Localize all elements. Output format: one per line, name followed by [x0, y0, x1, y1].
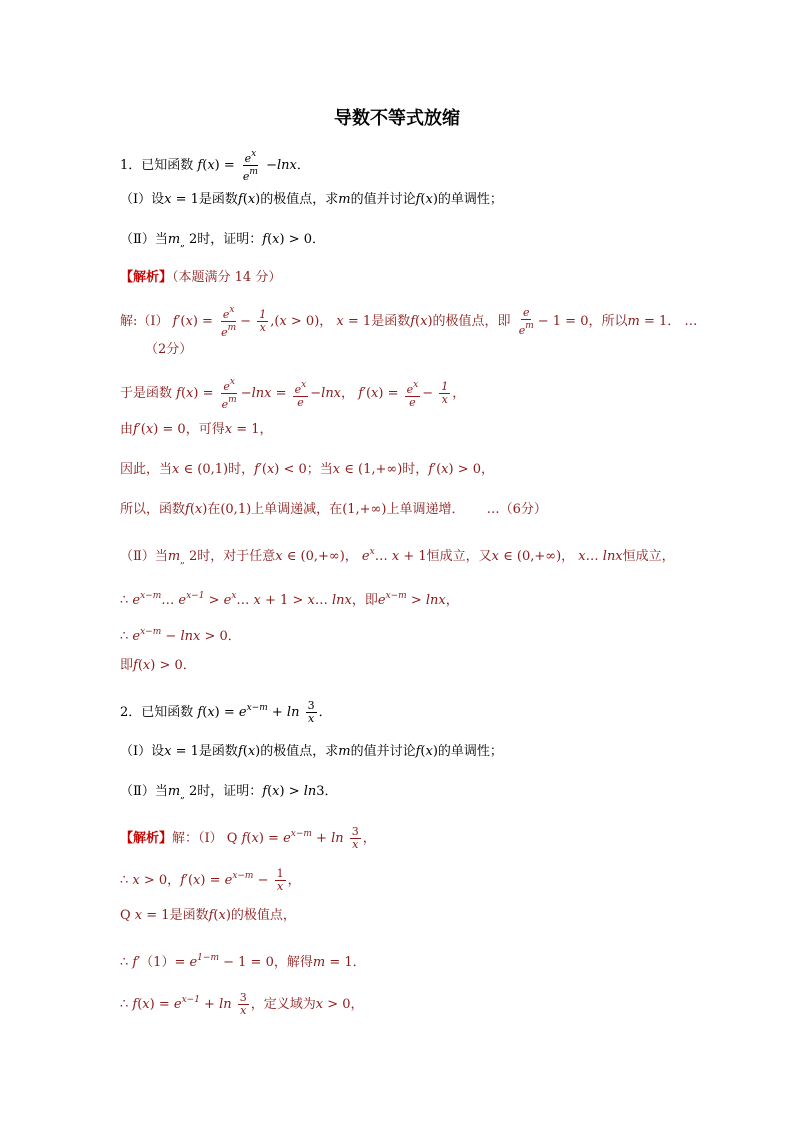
- q2-analysis-line-1: 【解析】解：（Ⅰ） Q $f(x) = e^{x-m} + \ln$ $\frac{3}{x}$ ，: [120, 825, 376, 851]
- page-title: 导数不等式放缩: [334, 108, 460, 129]
- q1-solution-line-9: 即f(x) > 0．: [120, 658, 196, 673]
- q1-solution-line-5: 所以，函数f(x)在(0,1)上单调递减，在(1,+∞)上单调递增． …（6分）: [120, 502, 547, 517]
- q1-solution-line-3: 由f′(x) = 0，可得x = 1，: [120, 422, 273, 437]
- q1-part2: （Ⅱ）当$m_„$ 2时，证明：f(x) > 0．: [120, 232, 326, 249]
- q2-analysis-line-4: ∴ $f'(1)= e^{1-m} - 1 = 0$，解得m = 1．: [120, 953, 366, 970]
- q2-analysis-line-2: ∴ x > 0，$f'(x) = e^{x-m}$ − $\frac{1}{x}$ ，: [120, 867, 301, 893]
- q2-part1: （Ⅰ）设x = 1是函数f(x)的极值点，求m的值并讨论f(x)的单调性；: [120, 744, 503, 759]
- q1-solution-line-6: （Ⅱ）当$m_„$ 2时，对于任意x ∈ (0,+∞)， $e^x\dots$ x + 1恒成立，又x ∈ (0,+∞)， x… lnx恒成立，: [120, 547, 675, 566]
- q1-solution-line-4: 因此，当x ∈ (0,1)时，f′(x) < 0；当x ∈ (1,+∞)时，f′(x) > 0，: [120, 462, 495, 477]
- q1-score-1: （2分）: [145, 342, 193, 357]
- q2-analysis-line-3: Q x = 1是函数f(x)的极值点，: [120, 908, 296, 923]
- q2-stem: 2．已知函数 $f(x) = e^{x-m} + \ln$ $\frac{3}{x}$ ．: [120, 699, 332, 725]
- q1-solution-line-8: ∴ $e^{x-m} - \ln x > 0$．: [120, 627, 241, 644]
- q1-solution-line-1: 解:（Ⅰ） f′(x) = $\frac{e^x}{e^m}$ − $\frac{1}{x}$ ,(x > 0)， x = 1是函数f(x)的极值点，即 $\frac{e}{e^m}$ − 1 = 0，所以m = 1． …: [120, 305, 698, 339]
- q1-analysis-header: 【解析】（本题满分 14 分）: [120, 270, 282, 285]
- q1-stem: 1．已知函数 f(x) = $\frac{e^x}{e^m}$ −lnx．: [120, 149, 310, 183]
- q1-solution-line-7: ∴ $e^{x-m}\dots$ $e^{x-1}$ > $e^x\dots$ x + 1 > x… lnx，即$e^{x-m} > \ln x$，: [120, 591, 459, 608]
- q2-part2: （Ⅱ）当$m_„$ 2时，证明：f(x) > ln3．: [120, 784, 338, 801]
- q2-analysis-line-5: ∴ $f(x) = e^{x-1} + \ln$ $\frac{3}{x}$ ，定义域为x > 0，: [120, 991, 364, 1017]
- q1-part1: （Ⅰ）设x = 1是函数f(x)的极值点，求m的值并讨论f(x)的单调性；: [120, 192, 503, 207]
- q1-solution-line-2: 于是函数 f(x) = $\frac{e^x}{e^m}$ −lnx = $\frac{e^x}{e}$ −lnx， f′(x) = $\frac{e^x}{e}$ − $\frac{1}{x}$ ，: [120, 377, 466, 411]
